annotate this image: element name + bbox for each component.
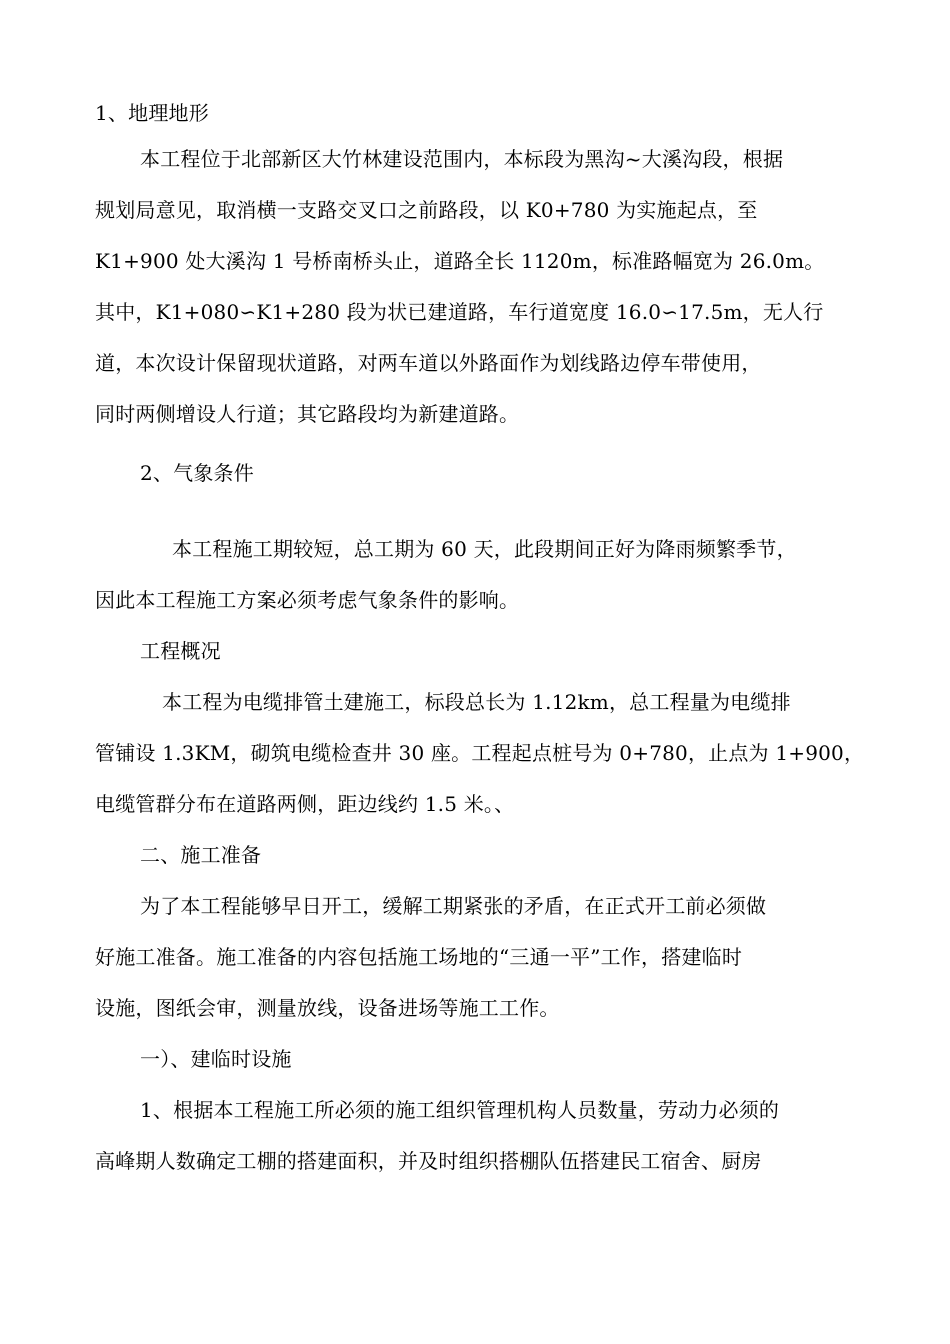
heading-temporary-facilities: 一）、建临时设施	[140, 1047, 292, 1071]
paragraph-line: 本工程施工期较短，总工期为 60 天，此段期间正好为降雨频繁季节，	[172, 537, 797, 561]
paragraph-line: 高峰期人数确定工棚的搭建面积，并及时组织搭棚队伍搭建民工宿舍、厨房	[95, 1149, 762, 1173]
paragraph-line: 管铺设 1.3KM，砌筑电缆检查井 30 座。工程起点桩号为 0+780，止点为 1+900，	[95, 741, 865, 765]
paragraph-line: 本工程为电缆排管土建施工，标段总长为 1.12km，总工程量为电缆排	[162, 690, 791, 714]
paragraph-line: 因此本工程施工方案必须考虑气象条件的影响。	[95, 588, 520, 612]
paragraph-line: 其中，K1+080∽K1+280 段为状已建道路，车行道宽度 16.0∽17.5m，无人行	[95, 300, 824, 324]
paragraph-line: 同时两侧增设人行道；其它路段均为新建道路。	[95, 402, 520, 426]
paragraph-line: 规划局意见，取消横一支路交叉口之前路段，以 K0+780 为实施起点，至	[95, 198, 758, 222]
paragraph-line: 1、根据本工程施工所必须的施工组织管理机构人员数量，劳动力必须的	[140, 1098, 780, 1122]
paragraph-line: 为了本工程能够早日开工，缓解工期紧张的矛盾，在正式开工前必须做	[140, 894, 767, 918]
heading-weather: 2、气象条件	[140, 461, 254, 485]
paragraph-line: 电缆管群分布在道路两侧，距边线约 1.5 米。、	[95, 792, 515, 816]
paragraph-line: 好施工准备。施工准备的内容包括施工场地的“三通一平”工作，搭建临时	[95, 945, 743, 969]
heading-overview: 工程概况	[140, 639, 221, 663]
paragraph-line: K1+900 处大溪沟 1 号桥南桥头止，道路全长 1120m，标准路幅宽为 26.0m。	[95, 249, 825, 273]
paragraph-line: 设施，图纸会审，测量放线，设备进场等施工工作。	[95, 996, 560, 1020]
heading-preparation: 二、施工准备	[140, 843, 262, 867]
heading-terrain: 1、地理地形	[95, 101, 209, 125]
paragraph-line: 道，本次设计保留现状道路，对两车道以外路面作为划线路边停车带使用，	[95, 351, 762, 375]
paragraph-line: 本工程位于北部新区大竹林建设范围内，本标段为黑沟~大溪沟段，根据	[140, 147, 784, 171]
